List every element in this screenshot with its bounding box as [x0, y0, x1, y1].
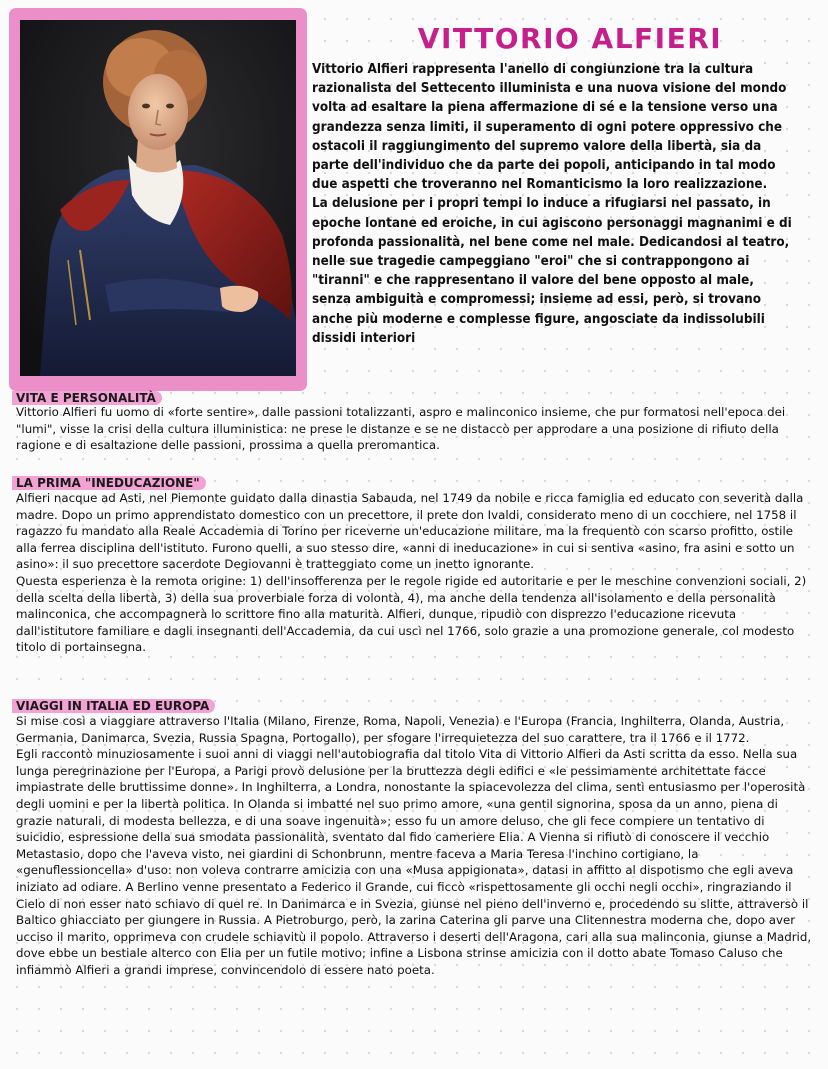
section-paragraph: Egli raccontò minuziosamente i suoi anni di viaggi nell'autobiografia dal titolo Vita di Vittorio Alfieri da Asti scritta da esso. Nella sua lunga peregrinazione per l'Europa, a Parigi provò delusione per la bruttezza degli edifici e «le pessimamente architettate facce impiastrate delle bruttissime donne». In Inghilterra, a Londra, nonostante la spiacevolezza del clima, sentì entusiasmo per l'operosità degli uomini e per la libertà politica. In Olanda si imbatté nel suo primo amore, «una gentil signorina, sposa da un anno, piena di grazie naturali, di modesta bellezza, e di una soave ingenuità»; esso fu un amore deluso, che gli fece compiere un tentativo di suicidio, espressione della sua smodata passionalità, sventato dal fido cameriere Elia. A Vienna si rifiutò di conoscere il vecchio Metastasio, dopo che l'aveva visto, nei giardini di Schonbrunn, mentre faceva a Maria Teresa l'inchino cortigiano, la «genuflessioncella» d'uso: non voleva contrarre amicizia con una «Musa appigionata», datasi in affitto al dispotismo che egli aveva iniziato ad odiare. A Berlino venne presentato a Federico il Grande, cui ficcò «rispettosamente gli occhi negli occhi», ringraziando il Cielo di non esser nato schiavo di quel re. In Danimarca e in Svezia, giunse nel pieno dell'inverno e, procedendo su slitte, attraversò il Baltico ghiacciato per giungere in Russia. A Pietroburgo, però, la zarina Caterina gli parve una Clitennestra moderna che, dopo aver ucciso il marito, opprimeva con crudele schiavitù il popolo. Attraverso i deserti dell'Aragona, cari alla sua malinconia, giunse a Madrid, dove ebbe un bestiale alterco con Elia per un futile motivo; infine a Lisbona strinse amicizia con il dotto abate Tomaso Caluso che infiammò Alfieri a grandi imprese, convincendolo di essere nato poeta.	[16, 747, 812, 977]
intro-paragraph: Vittorio Alfieri rappresenta l'anello di congiunzione tra la cultura razionalista del Settecento illuminista e una nuova visione del mondo volta ad esaltare la piena affermazione di sé e la tensione verso una grandezza senza limiti, il superamento di ogni potere oppressivo che ostacoli il raggiungimento del supremo valore della libertà, sia da parte dell'individuo che da parte dei popoli, anticipando in tal modo due aspetti che troveranno nel Romanticismo la loro realizzazione.	[312, 62, 787, 193]
section-label-vita: VITA E PERSONALITÀ	[12, 391, 162, 405]
section-paragraph: Vittorio Alfieri fu uomo di «forte sentire», dalle passioni totalizzanti, aspro e malinconico insieme, che pur formatosi nell'epoca dei "lumi", visse la crisi della cultura illuministica: ne prese le distanze e se ne distaccò per approdare a una posizione di rifiuto della ragione e di esaltazione delle passioni, prossima a quella preromantica.	[16, 405, 786, 453]
intro-text	[312, 60, 792, 348]
section-paragraph: Questa esperienza è la remota origine: 1) dell'insofferenza per le regole rigide ed autoritarie e per le meschine convenzioni sociali, 2) della scelta della libertà, 3) della sua proverbiale forza di volontà, 4), ma anche della tendenza all'isolamento e della personalità malinconica, che accompagnerà lo scrittore fino alla maturità. Alfieri, dunque, ripudiò con disprezzo l'educazione ricevuta dall'istitutore familiare e dagli insegnanti dell'Accademia, da cui uscì nel 1766, solo grazie a una promozione generale, col modesto titolo di portainsegna.	[16, 573, 807, 655]
portrait-illustration	[20, 20, 296, 376]
section-ineducazione-text	[16, 490, 816, 656]
page-title: VITTORIO ALFIERI	[417, 22, 723, 55]
portrait-frame	[9, 8, 307, 391]
intro-paragraph: La delusione per i propri tempi lo induce a rifugiarsi nel passato, in epoche lontane ed eroiche, in cui agiscono personaggi magnanimi e di profonda passionalità, nel bene come nel male. Dedicandosi al teatro, nelle sue tragedie campeggiano "eroi" che si contrappongono ai "tiranni" e che rappresentano il valore del bene opposto al male, senza ambiguità e compromessi; insieme ad essi, però, si trovano anche più moderne e complesse figure, angosciate da indissolubili dissidi interiori	[312, 196, 792, 346]
section-viaggi-text	[16, 713, 816, 979]
section-label-viaggi: VIAGGI IN ITALIA ED EUROPA	[12, 699, 215, 713]
section-paragraph: Si mise così a viaggiare attraverso l'Italia (Milano, Firenze, Roma, Napoli, Venezia) e l'Europa (Francia, Inghilterra, Olanda, Austria, Germania, Danimarca, Svezia, Russia Spagna, Portogallo), per sfogare l'irrequietezza del suo carattere, tra il 1766 e il 1772.	[16, 714, 785, 745]
section-paragraph: Alfieri nacque ad Asti, nel Piemonte guidato dalla dinastia Sabauda, nel 1749 da nobile e ricca famiglia ed educato con severità dalla madre. Dopo un primo apprendistato domestico con un precettore, il prete don Ivaldi, considerato meno di un cocchiere, nel 1758 il ragazzo fu mandato alla Reale Accademia di Torino per riceverne un'educazione militare, ma la frequentò con scarso profitto, ostile alla ferrea disciplina dell'istituto. Furono quelli, a suo stesso dire, «anni di ineducazione» in cui si sentiva «asino, fra asini e sotto un asino»: il suo precettore sacerdote Degiovanni è tratteggiato come un inetto ignorante.	[16, 491, 804, 572]
section-label-ineducazione: LA PRIMA "INEDUCAZIONE"	[12, 476, 206, 490]
portrait-image	[20, 20, 296, 376]
section-vita-text	[16, 404, 816, 454]
